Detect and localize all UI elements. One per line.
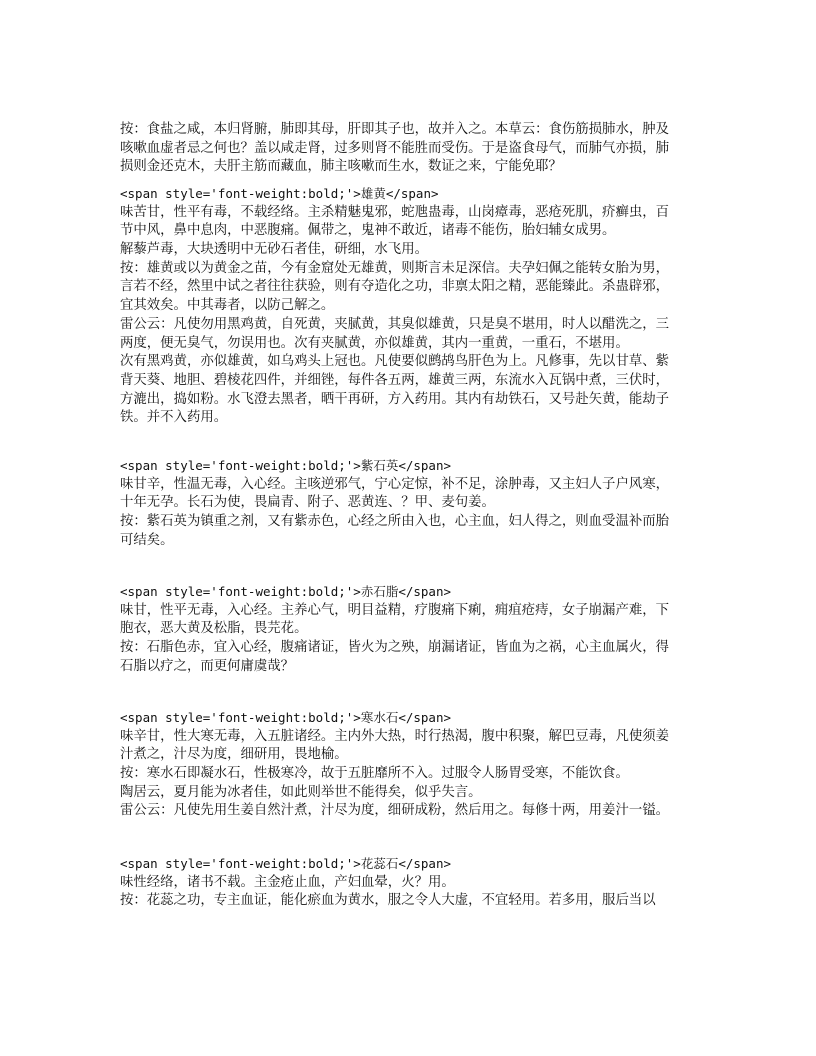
text-line: 石脂以疗之，而更何庸虞哉？ [120,658,295,674]
text-line: 节中风，鼻中息肉，中恶腹痛。佩带之，鬼神不敢近，诸毒不能伤，胎妇辅女成男。 [120,223,616,239]
text-line: 背天葵、地胆、碧棱花四件，并细锉，每件各五两，雄黄三两，东流水入瓦锅中煮，三伏时， [120,372,670,388]
text-line: 雷公云：凡使勿用黑鸡黄，自死黄，夹腻黄，其臭似雄黄，只是臭不堪用，时人以醋洗之，三 [120,316,670,332]
text-line: 铁。并不入药用。 [120,410,228,426]
entry-section [120,709,720,821]
entry-header: <span style='font-weight:bold;'>寒水石</span> [120,710,451,725]
text-line: 味辛甘，性大寒无毒，入五脏诸经。主内外大热，时行热渴，腹中积聚，解巴豆毒，凡使须姜 [120,728,670,744]
text-line: 味苦甘，性平有毒，不载经络。主杀精魅鬼邪，蛇虺蛊毒，山岗瘴毒，恶疮死肌，疥癣虫，百 [120,204,670,220]
text-line: 按：花蕊之功，专主血证，能化瘀血为黄水，服之令人大虚，不宜轻用。若多用，服后当以 [120,893,656,909]
text-line: 味甘，性平无毒，入心经。主养心气，明目益精，疗腹痛下痢，痈疽疮痔，女子崩漏产难，下 [120,602,670,618]
text-line: 方漉出，捣如粉。水飞澄去黑者，晒干再研，方入药用。其内有劫铁石，又号赴矢黄，能劫子 [120,391,670,407]
text-line: 次有黑鸡黄，亦似雄黄，如乌鸡头上冠也。凡使要似鹧鸪鸟肝色为上。凡修事，先以甘草、紫 [120,354,670,370]
text-line: 可结矣。 [120,532,174,548]
text-line: 解藜芦毒，大块透明中无砂石者佳，研细，水飞用。 [120,242,428,258]
text-line: 损则金还克木，夫肝主筋而藏血，肺主咳嗽而生水，数证之来，宁能免耶？ [120,159,562,175]
text-line: 按：石脂色赤，宜入心经，腹痛诸证，皆火为之殃，崩漏诸证，皆血为之祸，心主血属火，得 [120,640,670,656]
entry-header: <span style='font-weight:bold;'>赤石脂</span> [120,584,451,599]
text-line: 咳嗽血虚者忌之何也？盖以咸走肾，过多则肾不能胜而受伤。于是盗食母气，而肺气亦损，肺 [120,140,670,156]
text-line: 雷公云：凡使先用生姜自然汁煮，汁尽为度，细研成粉，然后用之。每修十两，用姜汁一镒。 [120,803,670,819]
text-line: 胞衣，恶大黄及松脂，畏芫花。 [120,621,308,637]
entry-section [120,583,720,676]
entry-header: <span style='font-weight:bold;'>雄黄</span> [120,186,439,201]
text-line: 味性经络，诸书不载。主金疮止血，产妇血晕，火？用。 [120,874,455,890]
text-line: 宜其效矣。中其毒者，以防己解之。 [120,298,335,314]
text-line: 按：食盐之咸，本归肾腑，肺即其母，肝即其子也，故并入之。本草云：食伤筋损肺水，肿及 [120,122,670,137]
text-line: 言若不经，然里中试之者往往获验，则有夺造化之功，非禀太阳之精，恶能臻此。杀蛊辟邪， [120,279,670,295]
text-line: 按：寒水石即凝水石，性极寒冷，故于五脏靡所不入。过服令人肠胃受寒，不能饮食。 [120,766,629,782]
text-line: 陶居云，夏月能为冰者佳，如此则举世不能得矣，似乎失言。 [120,784,482,800]
text-line: 两度，便无臭气，勿误用也。次有夹腻黄，亦似雄黄，其内一重黄，一重石，不堪用。 [120,335,629,351]
entry-section [120,855,720,911]
text-line: 汁煮之，汁尽为度，细研用，畏地榆。 [120,747,348,763]
text-line: 按：雄黄或以为黄金之苗，今有金窟处无雄黄，则斯言未足深信。夫孕妇佩之能转女胎为男， [120,260,670,276]
entry-section [120,457,720,550]
text-line: 味甘辛，性温无毒，入心经。主咳逆邪气，宁心定惊，补不足，涂肿毒，又主妇人子户风寒， [120,476,670,492]
entry-header: <span style='font-weight:bold;'>花蕊石</span> [120,856,451,871]
text-line: 按：紫石英为镇重之剂，又有紫赤色，心经之所由入也，心主血，妇人得之，则血受温补而胎 [120,514,670,530]
entry-section [120,121,720,177]
text-line: 十年无孕。长石为使，畏扁青、附子、恶黄连、？甲、麦句姜。 [120,495,495,511]
entry-header: <span style='font-weight:bold;'>紫石英</span> [120,458,451,473]
entry-section [120,185,720,428]
